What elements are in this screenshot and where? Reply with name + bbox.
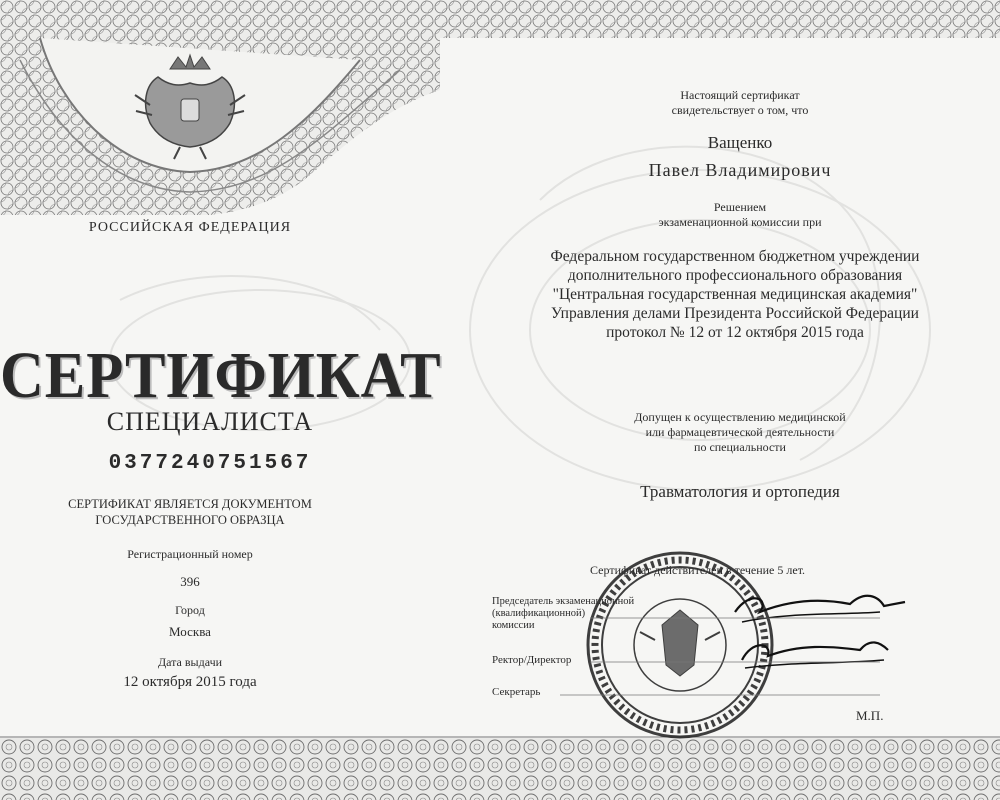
institution-text bbox=[480, 247, 990, 342]
issue-date-label: Дата выдачи bbox=[157, 655, 223, 669]
commission-chair-label bbox=[492, 596, 634, 632]
decision-line: Решением bbox=[713, 200, 767, 214]
chair-label-line: Председатель экзаменационной bbox=[492, 596, 635, 607]
admission-line: Допущен к осуществлению медицинской bbox=[634, 410, 846, 424]
issue-date-value: 12 октября 2015 года bbox=[123, 674, 257, 690]
certificate-subtitle: СПЕЦИАЛИСТА bbox=[106, 407, 314, 436]
institution-line: протокол № 12 от 12 октября 2015 года bbox=[606, 324, 864, 341]
registration-value: 396 bbox=[180, 574, 200, 589]
document-note-line: ГОСУДАРСТВЕННОГО ОБРАЗЦА bbox=[95, 513, 285, 527]
certificate-title: СЕРТИФИКАТ bbox=[0, 339, 442, 412]
secretary-label: Секретарь bbox=[492, 686, 541, 698]
certificate-intro bbox=[630, 88, 850, 118]
institution-line: Управления делами Президента Российской Федерации bbox=[551, 305, 919, 322]
chair-label-line: комиссии bbox=[492, 620, 535, 631]
chair-label-line: (квалификационной) bbox=[492, 608, 586, 619]
institution-line: "Центральная государственная медицинская академия" bbox=[552, 286, 918, 303]
official-seal bbox=[588, 553, 772, 737]
city-value: Москва bbox=[169, 624, 211, 639]
holder-given-names: Павел Владимирович bbox=[648, 160, 832, 180]
bottom-ornament-band bbox=[0, 738, 1000, 800]
document-note bbox=[40, 496, 340, 528]
specialty-value: Травматология и ортопедия bbox=[640, 482, 840, 501]
certificate-number: 0377240751567 bbox=[108, 452, 312, 475]
decision-text bbox=[600, 200, 880, 230]
document-note-line: СЕРТИФИКАТ ЯВЛЯЕТСЯ ДОКУМЕНТОМ bbox=[68, 497, 312, 511]
admission-line: по специальности bbox=[694, 440, 786, 454]
institution-line: дополнительного профессионального образования bbox=[567, 267, 903, 284]
validity-text: Сертификат действителен в течение 5 лет. bbox=[590, 563, 806, 577]
registration-label: Регистрационный номер bbox=[127, 547, 253, 561]
institution-line: Федеральном государственном бюджетном учреждении bbox=[550, 248, 920, 265]
country-label: РОССИЙСКАЯ ФЕДЕРАЦИЯ bbox=[88, 220, 292, 235]
admission-text bbox=[565, 410, 915, 455]
top-ornament-band bbox=[0, 0, 1000, 38]
seal-place-mark: М.П. bbox=[856, 708, 884, 723]
admission-line: или фармацевтической деятельности bbox=[645, 425, 835, 439]
holder-surname: Ващенко bbox=[707, 133, 773, 152]
rector-label: Ректор/Директор bbox=[492, 654, 572, 666]
decision-line: экзаменационной комиссии при bbox=[658, 215, 822, 229]
rector-signature bbox=[742, 642, 888, 660]
city-label: Город bbox=[175, 603, 205, 617]
intro-line: свидетельствует о том, что bbox=[671, 103, 809, 117]
intro-line: Настоящий сертификат bbox=[680, 88, 800, 102]
